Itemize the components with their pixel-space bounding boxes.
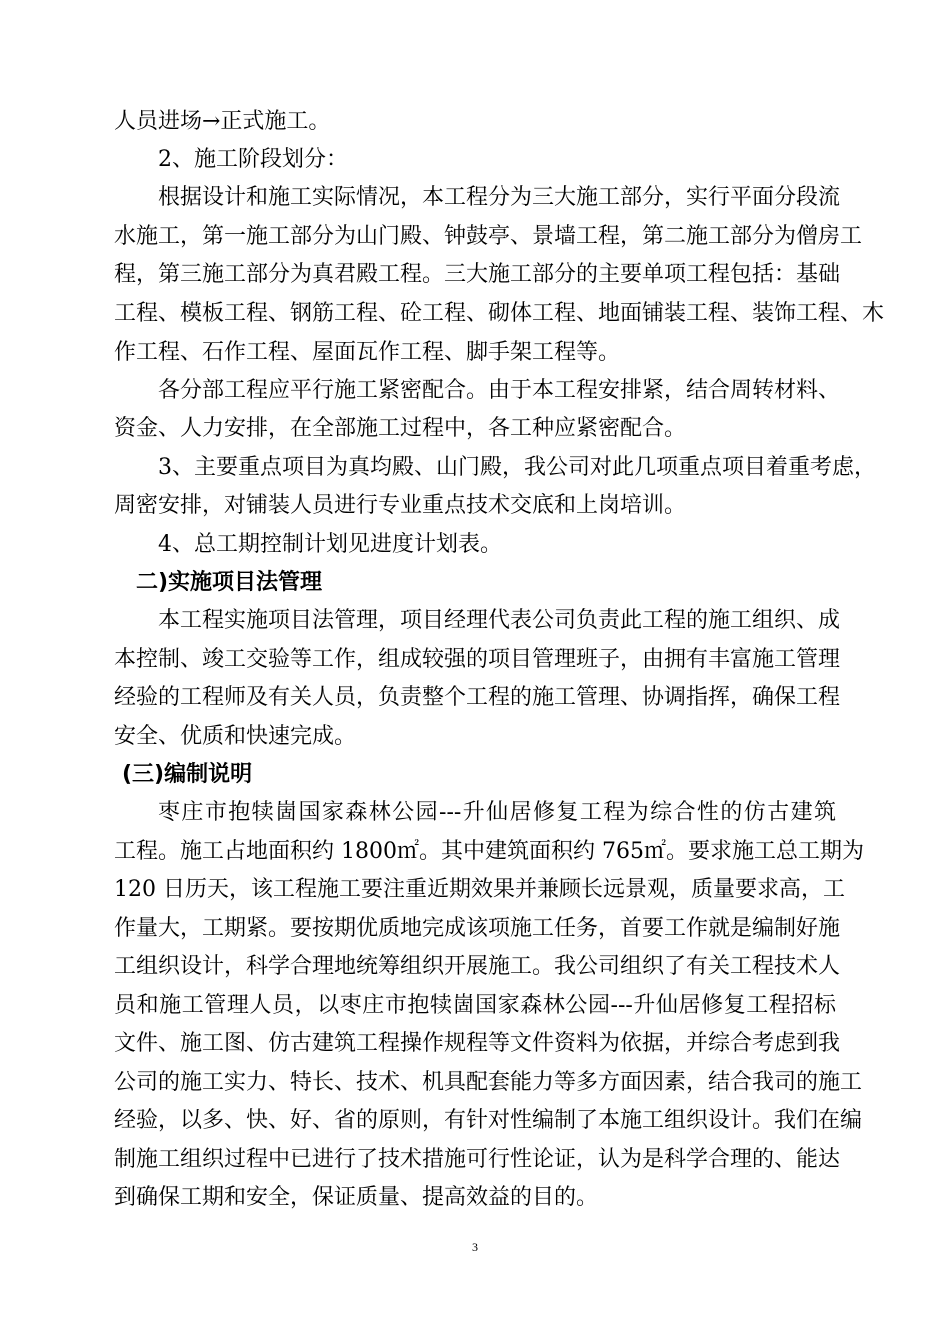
body-line: 文件、施工图、仿古建筑工程操作规程等文件资料为依据，并综合考虑到我 — [114, 1031, 841, 1056]
list-item-2: 2、施工阶段划分： — [158, 147, 348, 172]
body-line: 员和施工管理人员，以枣庄市抱犊崮国家森林公园---升仙居修复工程招标 — [114, 993, 836, 1018]
body-line: 本工程实施项目法管理，项目经理代表公司负责此工程的施工组织、成 — [158, 608, 841, 633]
list-item-4: 4、总工期控制计划见进度计划表。 — [158, 532, 502, 557]
body-line: 经验的工程师及有关人员，负责整个工程的施工管理、协调指挥，确保工程 — [114, 685, 841, 710]
page-number: 3 — [472, 1240, 478, 1254]
body-line: 水施工，第一施工部分为山门殿、钟鼓亭、景墙工程，第二施工部分为僧房工 — [114, 224, 863, 249]
body-line: 120 日历天，该工程施工要注重近期效果并兼顾长远景观，质量要求高，工 — [114, 877, 845, 902]
body-line: 作工程、石作工程、屋面瓦作工程、脚手架工程等。 — [114, 340, 621, 365]
body-line: 资金、人力安排，在全部施工过程中，各工种应紧密配合。 — [114, 416, 687, 441]
body-line: 工程、模板工程、钢筋工程、砼工程、砌体工程、地面铺装工程、装饰工程、木 — [114, 301, 885, 326]
body-line: 工程。施工占地面积约 1800㎡。其中建筑面积约 765㎡。要求施工总工期为 — [114, 839, 864, 864]
body-line: 工组织设计，科学合理地统筹组织开展施工。我公司组织了有关工程技术人 — [114, 954, 841, 979]
body-line: 人员进场→正式施工。 — [114, 109, 331, 134]
body-line: 公司的施工实力、特长、技术、机具配套能力等多方面因素，结合我司的施工 — [114, 1070, 863, 1095]
body-line: 经验，以多、快、好、省的原则，有针对性编制了本施工组织设计。我们在编 — [114, 1108, 863, 1133]
body-line: 枣庄市抱犊崮国家森林公园---升仙居修复工程为综合性的仿古建筑 — [158, 800, 836, 825]
body-line: 周密安排，对铺装人员进行专业重点技术交底和上岗培训。 — [114, 493, 687, 518]
body-line: 制施工组织过程中已进行了技术措施可行性论证，认为是科学合理的、能达 — [114, 1147, 841, 1172]
body-line: 各分部工程应平行施工紧密配合。由于本工程安排紧，结合周转材料、 — [158, 378, 841, 403]
section-heading-3: (三)编制说明 — [122, 762, 253, 787]
body-line: 到确保工期和安全，保证质量、提高效益的目的。 — [114, 1185, 599, 1210]
list-item-3: 3、主要重点项目为真均殿、山门殿，我公司对此几项重点项目着重考虑， — [158, 455, 876, 480]
body-line: 程，第三施工部分为真君殿工程。三大施工部分的主要单项工程包括：基础 — [114, 262, 841, 287]
section-heading-2: 二)实施项目法管理 — [136, 570, 323, 595]
body-line: 本控制、竣工交验等工作，组成较强的项目管理班子，由拥有丰富施工管理 — [114, 647, 841, 672]
body-line: 根据设计和施工实际情况，本工程分为三大施工部分，实行平面分段流 — [158, 185, 841, 210]
body-line: 作量大，工期紧。要按期优质地完成该项施工任务，首要工作就是编制好施 — [114, 916, 841, 941]
body-line: 安全、优质和快速完成。 — [114, 724, 357, 749]
